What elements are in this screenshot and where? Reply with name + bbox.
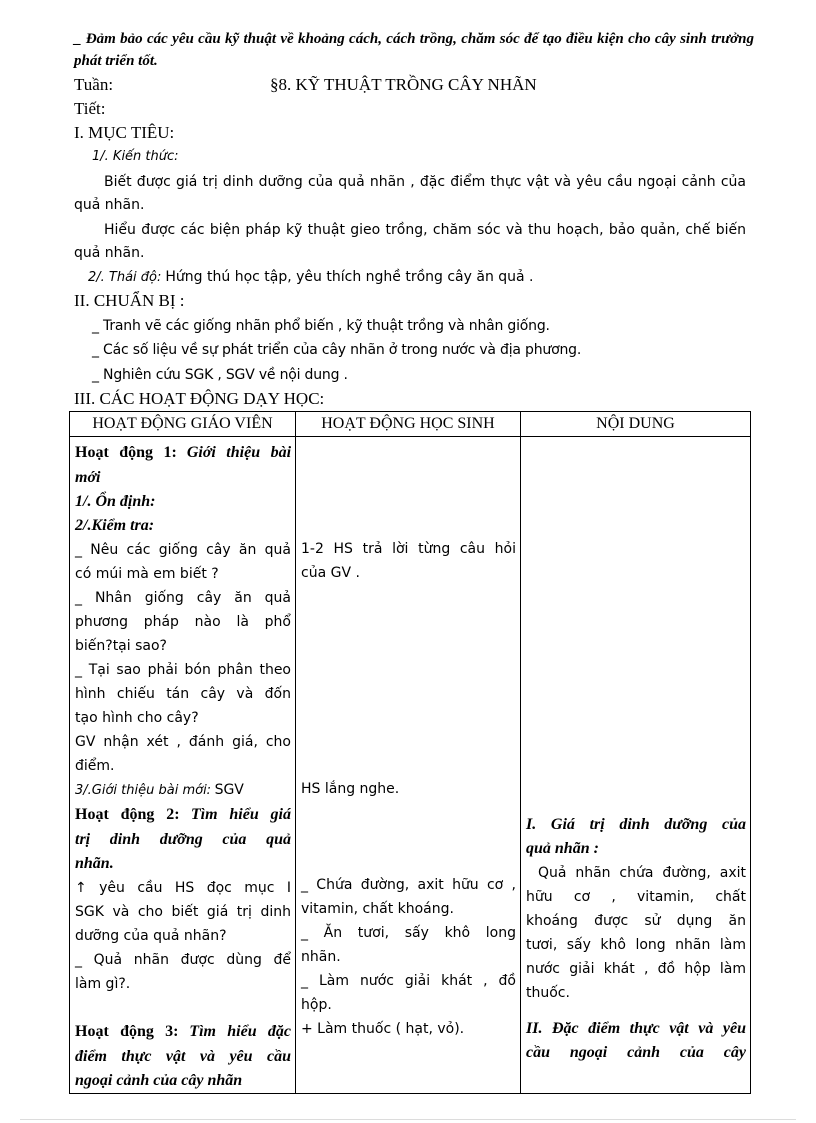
content-section1-text: Quả nhãn chứa đường, axit bbox=[538, 865, 746, 881]
arrow-up-icon: ↑ bbox=[75, 880, 87, 896]
content-section2-title-cont: cầu ngoại cảnh của cây bbox=[526, 1044, 746, 1061]
table-header-row bbox=[70, 412, 751, 437]
student-answer-2-cont: vitamin, chất khoáng. bbox=[301, 901, 454, 917]
student-activity-cell bbox=[296, 437, 521, 1094]
content-section2-title: II. Đặc điểm thực vật và yêu bbox=[526, 1020, 746, 1037]
activity1-prefix: Hoạt động 1: bbox=[75, 444, 177, 461]
attitude-text: Hứng thú học tập, yêu thích nghề trồng cây ăn quả . bbox=[165, 269, 534, 285]
knowledge-paragraph-1: Biết được giá trị dinh dưỡng của quả nhãn , đặc điểm thực vật và yêu cầu ngoại cảnh của quả nhãn. bbox=[74, 174, 746, 213]
student-answer-3: _ Ăn tươi, sấy khô long bbox=[301, 925, 516, 941]
activity1-name-cont: mới bbox=[75, 469, 101, 486]
student-answer-4-cont: hộp. bbox=[301, 997, 332, 1013]
question-3-cont: hình chiếu tán cây và đốn bbox=[75, 686, 291, 702]
teacher-activity-cell bbox=[70, 437, 296, 1094]
question-2-cont: phương pháp nào là phổ bbox=[75, 614, 291, 630]
student-answer-5: + Làm thuốc ( hạt, vỏ). bbox=[301, 1021, 465, 1037]
teacher-feedback-cont: điểm. bbox=[75, 758, 115, 774]
week-label: Tuần: bbox=[74, 75, 114, 94]
section-preparation-title: II. CHUẨN BỊ : bbox=[74, 291, 185, 310]
ask-read-section-cont: SGK và cho biết giá trị dinh bbox=[75, 904, 291, 920]
step-check: 2/.Kiểm tra: bbox=[75, 517, 155, 534]
content-section1-text: khoáng được sử dụng ăn bbox=[526, 913, 746, 929]
section-objectives-title: I. MỤC TIÊU: bbox=[74, 123, 175, 142]
ask-usage: _ Quả nhãn được dùng để bbox=[75, 952, 291, 968]
attitude-label: 2/. Thái độ: bbox=[88, 270, 162, 285]
question-1: _ Nêu các giống cây ăn quả bbox=[75, 542, 291, 558]
content-section1-text: tươi, sấy khô long nhãn làm bbox=[526, 937, 746, 953]
ask-read-section: yêu cầu HS đọc mục I bbox=[99, 880, 291, 896]
activity2-prefix: Hoạt động 2: bbox=[75, 806, 180, 823]
content-section1-text: nước giải khát , đồ hộp làm bbox=[526, 961, 746, 977]
student-answer-3-cont: nhãn. bbox=[301, 949, 341, 965]
intro-objective-line: _ Đảm bảo các yêu cầu kỹ thuật về khoảng cách, cách trồng, chăm sóc để tạo điều kiện cho cây sinh trưởng phát triển tốt. bbox=[74, 31, 754, 69]
step-intro-text: SGV bbox=[214, 782, 244, 798]
header-content: NỘI DUNG bbox=[521, 412, 751, 437]
content-section1-title: I. Giá trị dinh dưỡng của bbox=[526, 816, 746, 833]
student-answer-1-cont: của GV . bbox=[301, 565, 360, 581]
lesson-activities-table bbox=[69, 411, 751, 1094]
preparation-item: _ Các số liệu về sự phát triển của cây nhãn ở trong nước và địa phương. bbox=[92, 342, 582, 358]
knowledge-paragraph-2: Hiểu được các biện pháp kỹ thuật gieo trồng, chăm sóc và thu hoạch, bảo quản, chế biến quả nhãn. bbox=[74, 222, 746, 261]
table-row bbox=[70, 437, 751, 1094]
preparation-item: _ Tranh vẽ các giống nhãn phổ biến , kỹ thuật trồng và nhân giống. bbox=[92, 318, 550, 334]
content-cell bbox=[521, 437, 751, 1094]
activity3-name-end: ngoại cảnh của cây nhãn bbox=[75, 1072, 243, 1089]
step-stabilize: 1/. Ổn định: bbox=[75, 493, 156, 510]
section-activities-title: III. CÁC HOẠT ĐỘNG DẠY HỌC: bbox=[74, 389, 325, 408]
header-teacher-activity: HOẠT ĐỘNG GIÁO VIÊN bbox=[70, 412, 296, 437]
ask-read-section-end: dưỡng của quả nhãn? bbox=[75, 928, 227, 944]
period-label: Tiết: bbox=[74, 99, 106, 118]
activity2-name-cont: trị dinh dưỡng của quả bbox=[75, 831, 291, 848]
content-section1-text: hữu cơ , vitamin, chất bbox=[526, 889, 746, 905]
question-2-end: biến?tại sao? bbox=[75, 638, 167, 654]
step-intro-label: 3/.Giới thiệu bài mới: bbox=[75, 783, 212, 798]
question-3: _ Tại sao phải bón phân theo bbox=[75, 662, 291, 678]
question-1-cont: có múi mà em biết ? bbox=[75, 566, 219, 582]
header-student-activity: HOẠT ĐỘNG HỌC SINH bbox=[296, 412, 521, 437]
student-answer-4: _ Làm nước giải khát , đồ bbox=[301, 973, 516, 989]
preparation-item: _ Nghiên cứu SGK , SGV về nội dung . bbox=[92, 367, 348, 383]
activity3-prefix: Hoạt động 3: bbox=[75, 1023, 179, 1040]
lesson-title: §8. KỸ THUẬT TRỒNG CÂY NHÃN bbox=[270, 75, 537, 94]
teacher-feedback: GV nhận xét , đánh giá, cho bbox=[75, 734, 291, 750]
student-answer-2: _ Chứa đường, axit hữu cơ , bbox=[301, 877, 516, 893]
question-2: _ Nhân giống cây ăn quả bbox=[75, 590, 291, 606]
activity3-name: Tìm hiểu đặc bbox=[189, 1023, 291, 1040]
content-section1-title-cont: quả nhãn : bbox=[526, 840, 599, 857]
question-3-end: tạo hình cho cây? bbox=[75, 710, 199, 726]
activity3-name-cont: điểm thực vật và yêu cầu bbox=[75, 1048, 291, 1065]
student-listen: HS lắng nghe. bbox=[301, 781, 400, 797]
activity2-name: Tìm hiểu giá bbox=[190, 806, 291, 823]
activity1-name: Giới thiệu bài bbox=[186, 444, 292, 461]
student-answer-1: 1-2 HS trả lời từng câu hỏi bbox=[301, 541, 516, 557]
content-section1-text: thuốc. bbox=[526, 985, 570, 1001]
activity2-name-end: nhãn. bbox=[75, 855, 114, 872]
attitude-line bbox=[88, 268, 534, 286]
ask-usage-cont: làm gì?. bbox=[75, 976, 131, 992]
knowledge-label: 1/. Kiến thức: bbox=[92, 149, 179, 164]
page-bottom-divider bbox=[20, 1119, 796, 1120]
